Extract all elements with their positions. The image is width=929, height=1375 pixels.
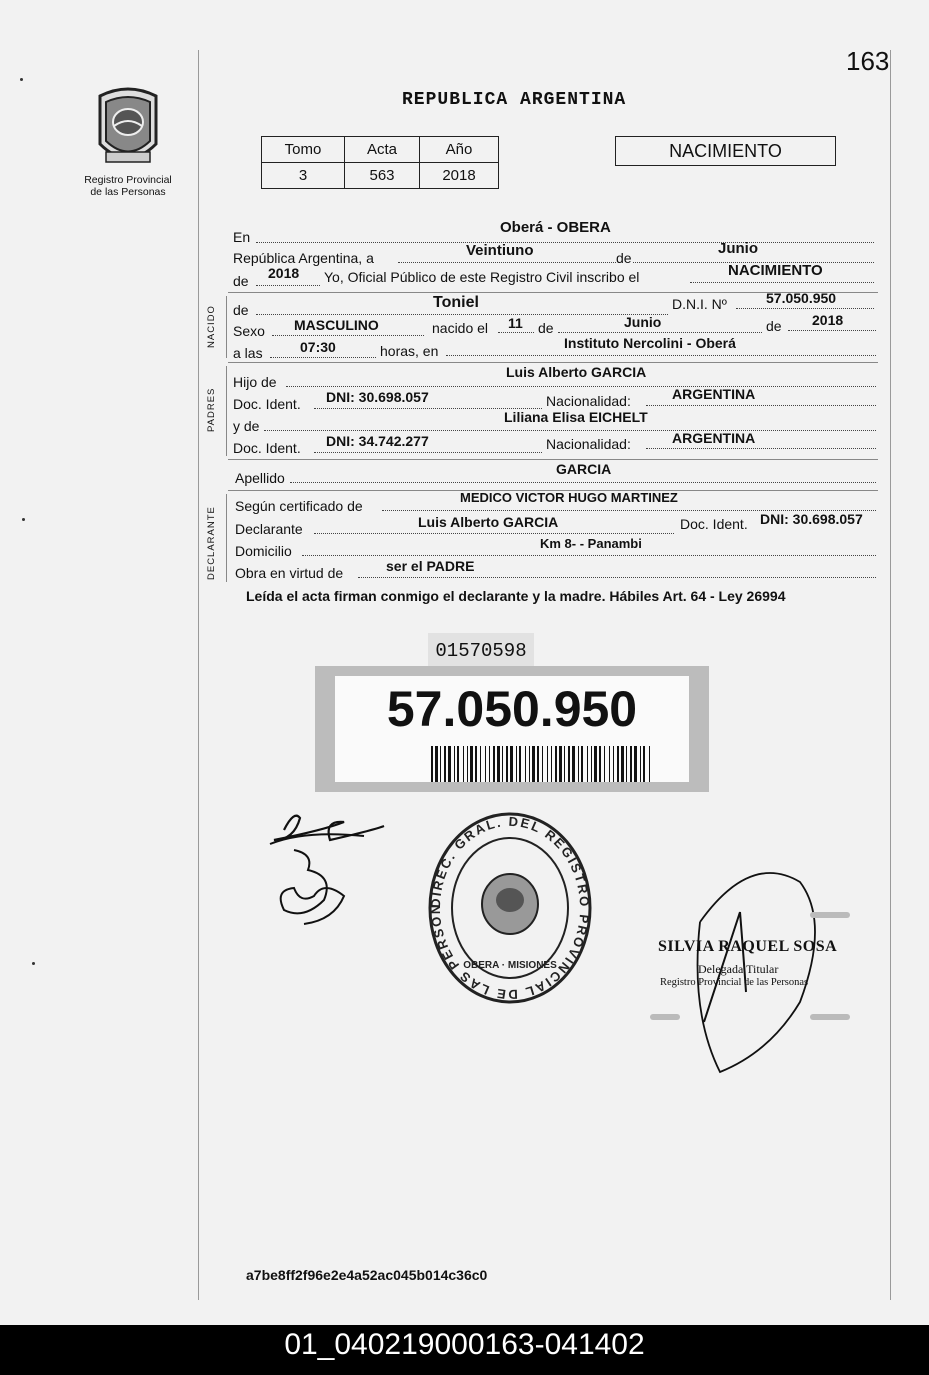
side-label-padres: PADRES <box>206 387 217 432</box>
side-label-nacido: NACIDO <box>206 305 217 348</box>
barcode-bar <box>626 746 627 782</box>
label-y-de: y de <box>233 418 260 434</box>
separator <box>228 459 878 460</box>
dotted-line <box>788 330 876 331</box>
dni-sticker <box>315 666 709 792</box>
signatory-name: SILVIA RAQUEL SOSA <box>658 938 838 955</box>
separator <box>228 362 878 363</box>
barcode-bar <box>630 746 632 782</box>
document-hash: a7be8ff2f96e2e4a52ac045b014c36c0 <box>246 1267 488 1283</box>
value-mes-inscripcion: Junio <box>718 240 758 257</box>
dotted-line <box>690 282 874 283</box>
barcode-bar <box>525 746 526 782</box>
label-doc-ident-madre: Doc. Ident. <box>233 440 301 456</box>
dotted-line <box>264 430 876 431</box>
barcode-bar <box>480 746 481 782</box>
barcode-bar <box>489 746 490 782</box>
value-madre-doc: DNI: 34.742.277 <box>326 433 429 449</box>
barcode-bar <box>617 746 619 782</box>
value-lugar-nacimiento: Instituto Nercolini - Oberá <box>564 335 736 351</box>
record-value-row <box>262 163 499 189</box>
barcode-bar <box>634 746 637 782</box>
signatory-role: Delegada Titular <box>698 962 779 976</box>
page-title: REPUBLICA ARGENTINA <box>402 90 627 110</box>
barcode-bar <box>440 746 441 782</box>
dotted-line <box>358 577 876 578</box>
barcode-bar <box>529 746 530 782</box>
official-seal <box>418 796 596 1008</box>
dotted-line <box>646 405 876 406</box>
scan-speck <box>22 518 25 521</box>
barcode-bar <box>516 746 517 782</box>
dotted-line <box>736 308 874 309</box>
barcode-bar <box>572 746 575 782</box>
dotted-line <box>256 314 668 315</box>
label-domicilio: Domicilio <box>235 543 292 559</box>
barcode-bar <box>519 746 521 782</box>
value-nombre: Toniel <box>433 294 479 311</box>
section-bracket <box>226 494 227 582</box>
barcode-bar <box>613 746 614 782</box>
right-margin-line <box>890 50 891 1300</box>
value-domicilio: Km 8- - Panambi <box>540 536 642 551</box>
label-nacido-el: nacido el <box>432 320 489 336</box>
value-madre-nacionalidad: ARGENTINA <box>672 430 756 446</box>
record-header-tomo: Tomo <box>262 137 345 163</box>
barcode-bar <box>643 746 645 782</box>
value-mes-nacimiento: Junio <box>624 314 662 330</box>
barcode-bar <box>485 746 486 782</box>
barcode-bar <box>542 746 543 782</box>
barcode-bar <box>551 746 552 782</box>
label-republica: República Argentina, a <box>233 250 374 266</box>
barcode-bar <box>591 746 592 782</box>
dni-sticker-number: 57.050.950 <box>386 681 638 737</box>
label-horas-en: horas, en <box>380 343 439 359</box>
dotted-line <box>446 355 876 356</box>
section-bracket <box>226 296 227 358</box>
barcode-bar <box>431 746 433 782</box>
barcode-bar <box>435 746 438 782</box>
barcode-bar <box>555 746 557 782</box>
record-header-anio: Año <box>420 137 499 163</box>
closing-note: Leída el acta firman conmigo el declarante y la madre. Hábiles Art. 64 - Ley 26994 <box>246 588 786 604</box>
barcode-bar <box>510 746 513 782</box>
left-margin-line <box>198 50 199 1300</box>
value-lugar: Oberá - OBERA <box>500 219 611 236</box>
barcode-bar <box>537 746 539 782</box>
value-sexo: MASCULINO <box>294 317 379 333</box>
barcode-bar <box>599 746 601 782</box>
dotted-line <box>256 242 874 243</box>
barcode-bar <box>604 746 605 782</box>
dotted-line <box>302 555 876 556</box>
barcode-bar <box>454 746 455 782</box>
value-obra-en-virtud: ser el PADRE <box>386 558 475 574</box>
value-anio-nacimiento: 2018 <box>812 312 844 328</box>
value-dni: 57.050.950 <box>766 290 837 306</box>
barcode-icon <box>431 746 653 782</box>
side-label-declarante: DECLARANTE <box>206 506 217 580</box>
label-hijo-de: Hijo de <box>233 374 277 390</box>
province-emblem-icon <box>92 86 164 172</box>
value-declarante-doc: DNI: 30.698.057 <box>760 511 863 527</box>
label-sexo: Sexo <box>233 323 265 339</box>
page-number: 163 <box>846 46 890 76</box>
barcode-bar <box>609 746 610 782</box>
label-a-las: a las <box>233 345 263 361</box>
value-madre-nombre: Liliana Elisa EICHELT <box>504 409 648 425</box>
value-dia-nacimiento: 11 <box>508 315 523 331</box>
barcode-bar <box>497 746 500 782</box>
barcode-bar <box>640 746 641 782</box>
label-en: En <box>233 229 251 245</box>
record-type-box: NACIMIENTO <box>615 136 836 166</box>
label-segun-certificado: Según certificado de <box>235 498 363 514</box>
dni-sticker-inner <box>335 676 689 782</box>
barcode-bar <box>578 746 579 782</box>
label-doc-ident-padre: Doc. Ident. <box>233 396 301 412</box>
dotted-line <box>498 332 534 333</box>
label-apellido: Apellido <box>235 470 285 486</box>
barcode-bar <box>568 746 570 782</box>
dotted-line <box>314 533 674 534</box>
label-de-anio: de <box>766 318 782 334</box>
dotted-line <box>286 386 876 387</box>
barcode-bar <box>444 746 446 782</box>
barcode-bar <box>621 746 624 782</box>
dotted-line <box>646 448 876 449</box>
footer-code: 01_040219000163-041402 <box>0 1325 929 1375</box>
barcode-bar <box>506 746 508 782</box>
value-padre-nombre: Luis Alberto GARCIA <box>506 364 647 380</box>
record-header-row <box>262 137 499 163</box>
barcode-bar <box>448 746 451 782</box>
declarant-signature <box>264 800 394 940</box>
record-table <box>261 136 499 189</box>
dotted-line <box>314 452 542 453</box>
barcode-bar <box>594 746 597 782</box>
value-apellido: GARCIA <box>556 461 612 477</box>
barcode-bar <box>559 746 562 782</box>
barcode-bar <box>470 746 473 782</box>
barcode-bar <box>475 746 477 782</box>
serial-stamp: 01570598 <box>428 633 534 667</box>
value-certificado-medico: MEDICO VICTOR HUGO MARTINEZ <box>460 490 678 505</box>
value-declarante-nombre: Luis Alberto GARCIA <box>418 514 559 530</box>
dotted-line <box>256 285 320 286</box>
label-doc-ident-declarante: Doc. Ident. <box>680 516 748 532</box>
barcode-bar <box>457 746 459 782</box>
label-de: de <box>616 250 632 266</box>
registry-name: Registro Provincial de las Personas <box>84 174 172 198</box>
barcode-bar <box>463 746 464 782</box>
record-value-anio: 2018 <box>420 163 499 189</box>
dotted-line <box>270 357 376 358</box>
record-value-tomo: 3 <box>262 163 345 189</box>
seal-inner-text: OBERA · MISIONES <box>463 960 557 971</box>
seal-emblem-icon <box>482 874 538 934</box>
label-nombre-de: de <box>233 302 249 318</box>
value-anio-inscripcion: 2018 <box>268 265 300 281</box>
barcode-bar <box>502 746 503 782</box>
label-nacionalidad-padre: Nacionalidad: <box>546 393 631 409</box>
value-tipo-inscripcion: NACIMIENTO <box>728 262 823 279</box>
value-dia-letras: Veintiuno <box>466 242 534 259</box>
section-bracket <box>226 366 227 456</box>
seal-text: DIREC. GRAL. DEL REGISTRO PROVINCIAL DE LAS PERSONAS <box>418 796 593 1003</box>
value-padre-doc: DNI: 30.698.057 <box>326 389 429 405</box>
label-yo-oficial: Yo, Oficial Público de este Registro Civil inscribo el <box>324 269 640 285</box>
record-header-acta: Acta <box>345 137 420 163</box>
label-de-year: de <box>233 273 249 289</box>
value-padre-nacionalidad: ARGENTINA <box>672 386 756 402</box>
scan-speck <box>32 962 35 965</box>
dotted-line <box>558 332 762 333</box>
label-nacionalidad-madre: Nacionalidad: <box>546 436 631 452</box>
barcode-bar <box>587 746 588 782</box>
scan-speck <box>20 78 23 81</box>
label-declarante: Declarante <box>235 521 303 537</box>
signatory-office: Registro Provincial de las Personas <box>660 977 809 988</box>
barcode-bar <box>467 746 468 782</box>
barcode-bar <box>564 746 565 782</box>
label-obra-en-virtud: Obra en virtud de <box>235 565 344 581</box>
value-hora: 07:30 <box>300 339 336 355</box>
barcode-bar <box>649 746 650 782</box>
label-dni: D.N.I. Nº <box>672 296 727 312</box>
record-value-acta: 563 <box>345 163 420 189</box>
dotted-line <box>272 335 424 336</box>
dotted-line <box>290 482 876 483</box>
label-de-mes: de <box>538 320 554 336</box>
barcode-bar <box>547 746 548 782</box>
barcode-bar <box>581 746 583 782</box>
barcode-bar <box>493 746 495 782</box>
barcode-bar <box>532 746 535 782</box>
